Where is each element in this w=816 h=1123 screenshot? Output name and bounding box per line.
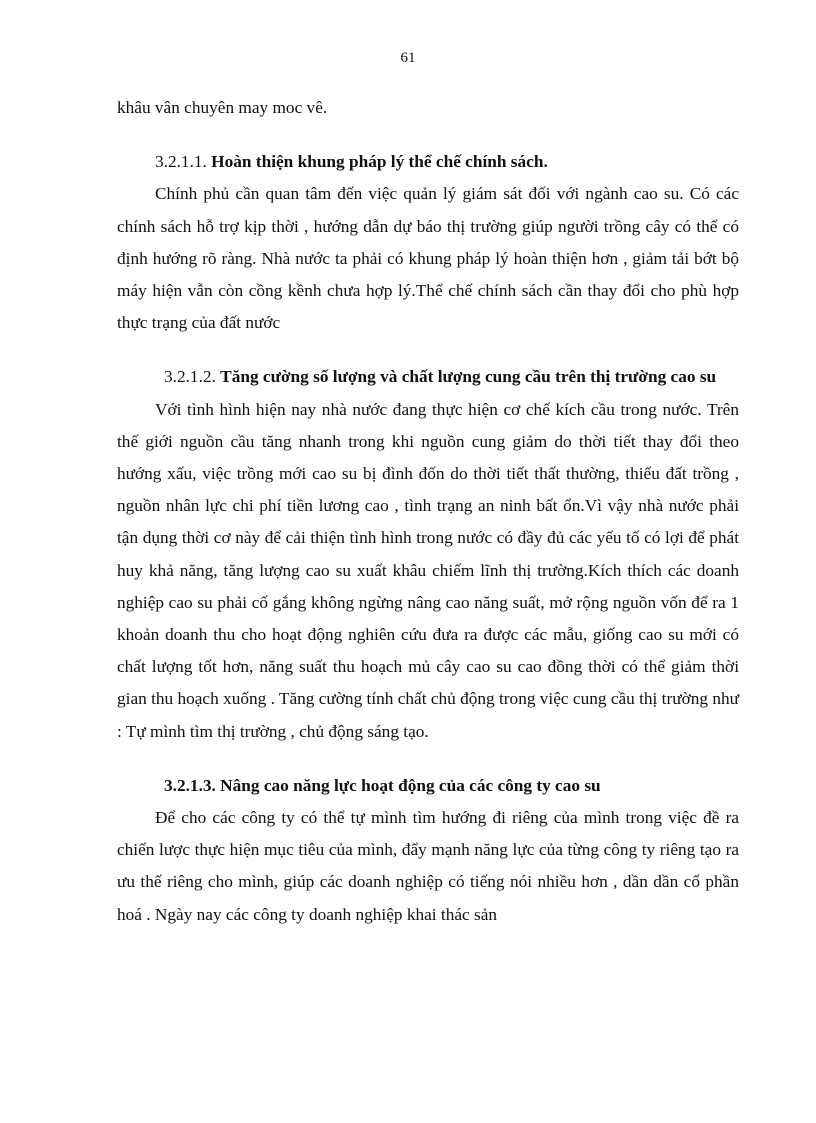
section-number: 3.2.1.3.	[164, 775, 216, 795]
section-body-3-2-1-2: Với tình hình hiện nay nhà nước đang thực hiện cơ chế kích cầu trong nước. Trên thế giới nguồn cầu tăng nhanh trong khi nguồn cung giảm do thời tiết thay đổi theo hướng xấu, việc trồng mới cao su bị đình đốn do thời tiết thất thường, thiếu đất trồng , nguồn nhân lực chi phí tiền lương cao , tình trạng an ninh bất ổn.Vì vậy nhà nước phải tận dụng thời cơ này để cải thiện tình hình trong nước có đầy đủ các yếu tố có lợi để phát huy khả năng, tăng lượng cao su xuất khâu chiếm lĩnh thị trường.Kích thích các doanh nghiệp cao su phải cố gắng không ngừng nâng cao năng suất, mở rộng nguồn vốn để ra 1 khoản doanh thu cho hoạt động nghiên cứu đưa ra được các mẫu, giống cao su mới có chất lượng tốt hơn, năng suất thu hoạch mủ cây cao su cao đồng thời có thể giảm thời gian thu hoạch xuống . Tăng cường tính chất chủ động trong việc cung cầu thị trường như : Tự mình tìm thị trường , chủ động sáng tạo.	[117, 399, 739, 741]
page-content	[117, 92, 739, 931]
intro-line: khâu vân chuyên may moc vê.	[117, 98, 328, 117]
section-body-3-2-1-1: Chính phủ cần quan tâm đến việc quản lý giám sát đối với ngành cao su. Có các chính sách hỗ trợ kịp thời , hướng dẫn dự báo thị trường giúp người trồng cây có thể có định hướng rõ ràng. Nhà nước ta phải có khung pháp lý hoàn thiện hơn , giảm tải bớt bộ máy hiện vẫn còn cồng kềnh chưa hợp lý.Thể chế chính sách cần thay đổi cho phù hợp thực trạng của đất nước	[117, 184, 739, 333]
section-number: 3.2.1.2.	[164, 367, 216, 387]
section-title: Nâng cao năng lực hoạt động của các công ty cao su	[220, 775, 601, 795]
section-heading-3-2-1-1	[117, 146, 739, 178]
page-number: 61	[400, 50, 416, 66]
section-number: 3.2.1.1.	[155, 152, 207, 172]
section-heading-3-2-1-2	[117, 361, 739, 393]
section-title: Tăng cường số lượng và chất lượng cung cầu trên thị trường cao su	[220, 367, 717, 387]
section-heading-3-2-1-3	[117, 770, 739, 802]
section-body-3-2-1-3: Để cho các công ty có thể tự mình tìm hướng đi riêng của mình trong việc đề ra chiến lược thực hiện mục tiêu của mình, đẩy mạnh năng lực của từng công ty riêng tạo ra ưu thế riêng cho mình, giúp các doanh nghiệp có tiếng nói nhiều hơn , dần dần cổ phần hoá . Ngày nay các công ty doanh nghiệp khai thác sản	[117, 808, 739, 924]
section-title: Hoàn thiện khung pháp lý thể chế chính sách.	[211, 152, 548, 172]
